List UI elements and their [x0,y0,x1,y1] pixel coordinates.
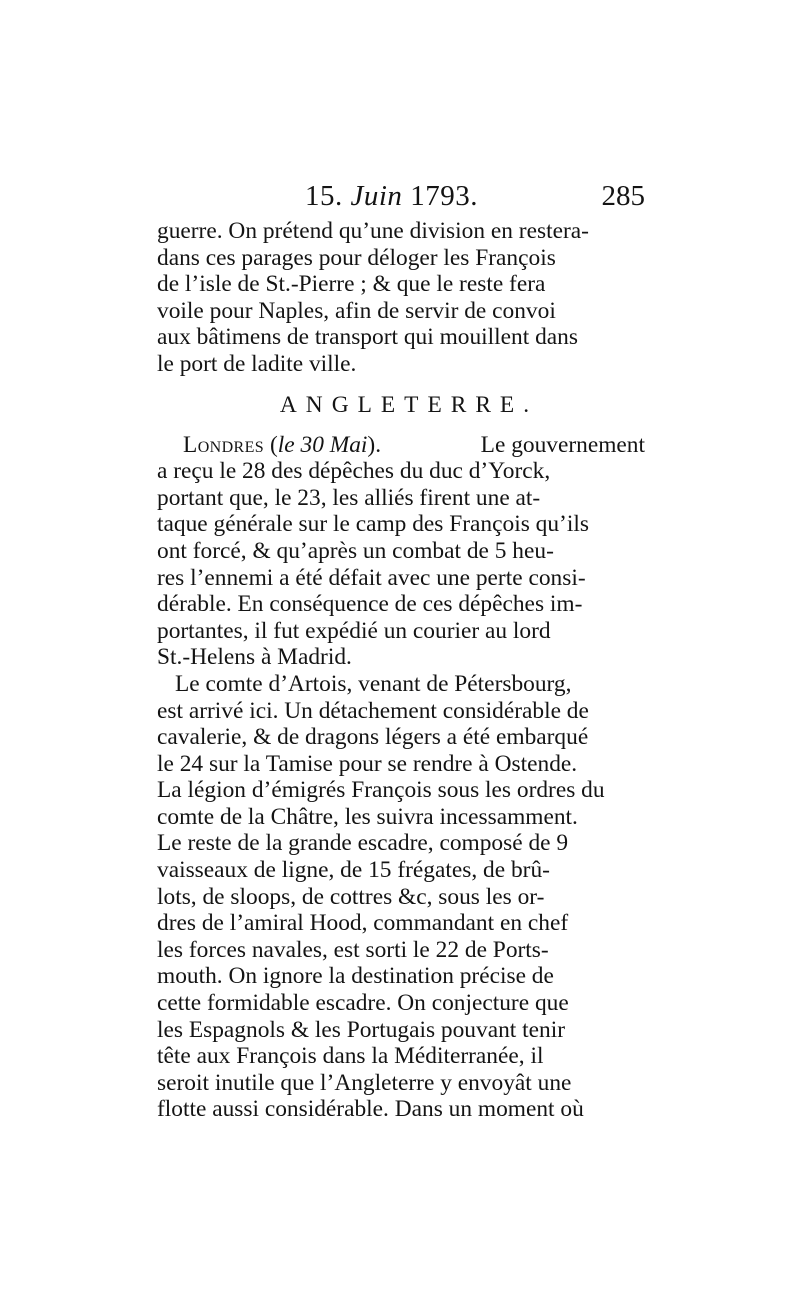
text-line [157,591,645,618]
text-line [157,1096,645,1123]
text-line [157,565,645,592]
text-line [157,724,645,751]
header-date-month: Juin [350,180,403,212]
text-line [157,857,645,884]
text-line [157,1017,645,1044]
text-line [157,298,645,325]
line-text: les forces navales, est sorti le 22 de Ports- [157,936,549,963]
line-text: dres de l’amiral Hood, commandant en chef [157,910,569,937]
line-text: est arrivé ici. Un détachement considérable de [157,697,589,724]
line-text: le port de ladite ville. [157,350,357,377]
line-text: le 24 sur la Tamise pour se rendre à Ostende. [157,750,578,777]
line-text: taque générale sur le camp des François qu’ils [157,511,589,538]
line-text: cavalerie, & de dragons légers a été embarqué [157,724,589,751]
text-line [157,538,645,565]
text-line [157,777,645,804]
paragraph-2 [157,671,645,1123]
line-text: guerre. On prétend qu’une division en restera- [157,218,589,244]
line-text: voile pour Naples, afin de servir de convoi [157,297,556,324]
text-line [157,671,645,698]
paragraph-continued [157,218,645,378]
line-text: Le comte d’Artois, venant de Pétersbourg, [175,670,572,697]
line-text: aux bâtimens de transport qui mouillent dans [157,324,578,351]
dateline-place: Londres [183,431,265,458]
line-text: a reçu le 28 des dépêches du duc d’Yorck, [157,458,551,485]
dateline [183,432,381,459]
running-header [157,180,645,216]
paragraph-1 [157,458,645,671]
text-line [157,644,645,671]
page-number: 285 [601,180,645,212]
page-body [157,218,645,1123]
text-line [157,963,645,990]
line-text: cette formidable escadre. On conjecture que [157,990,569,1017]
line-text: tête aux François dans la Méditerranée, il [157,1043,544,1070]
text-line [157,884,645,911]
dateline-close: ). [367,431,382,458]
text-line [157,245,645,272]
line-text: comte de la Châtre, les suivra incessamment. [157,803,578,830]
text-line [157,324,645,351]
text-line [157,990,645,1017]
text-line [157,751,645,778]
line-text: dérable. En conséquence de ces dépêches im- [157,591,583,618]
line-text: dans ces parages pour déloger les François [157,244,556,271]
dateline-open: ( [269,431,278,458]
text-line [157,618,645,645]
paragraph1-first-rest: Le gouvernement [480,431,645,458]
line-text: La légion d’émigrés François sous les ordres du [157,777,605,804]
line-text: ont forcé, & qu’après un combat de 5 heu- [157,537,554,564]
text-line [157,698,645,725]
text-line [157,804,645,831]
dateline-date: le 30 Mai [277,431,368,458]
line-text: Le reste de la grande escadre, composé de 9 [157,830,569,857]
line-text: portant que, le 23, les alliés firent une at- [157,484,541,511]
text-line [157,1070,645,1097]
text-line [157,485,645,512]
line-text: flotte aussi considérable. Dans un moment où [157,1096,584,1123]
header-date-prefix: 15. [305,180,343,212]
line-text: lots, de sloops, de cottres &c, sous les or- [157,883,545,910]
text-line [157,271,645,298]
dateline-line [157,432,645,459]
text-line [157,830,645,857]
line-text: mouth. On ignore la destination précise de [157,963,554,990]
text-line [157,458,645,485]
text-line [157,1043,645,1070]
text-line [157,910,645,937]
line-text: St.-Helens à Madrid. [157,644,352,671]
header-date [305,180,478,213]
line-text: les Espagnols & les Portugais pouvant tenir [157,1016,565,1043]
section-heading: ANGLETERRE. [279,391,539,418]
header-date-year: 1793. [410,180,478,212]
line-text: portantes, il fut expédié un courier au lord [157,617,551,644]
line-text: vaisseaux de ligne, de 15 frégates, de brû- [157,857,550,884]
text-line [157,937,645,964]
line-text: de l’isle de St.-Pierre ; & que le reste fera [157,271,546,298]
text-line [157,351,645,378]
line-text: res l’ennemi a été défait avec une perte consi- [157,564,586,591]
text-line [157,218,645,245]
line-text: seroit inutile que l’Angleterre y envoyât une [157,1069,572,1096]
text-line [157,511,645,538]
